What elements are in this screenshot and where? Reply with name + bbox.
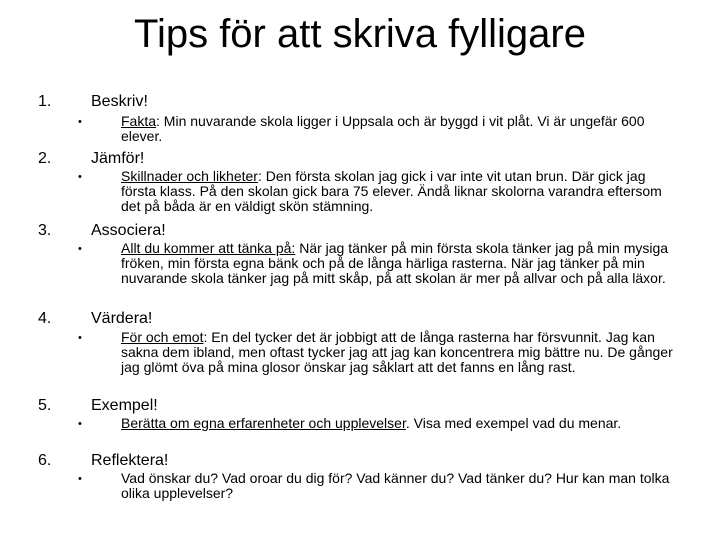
bullet-body: Vad önskar du? Vad oroar du dig för? Vad känner du? Vad tänker du? Hur kan man tolka olika upplevelser? <box>121 470 670 501</box>
bullet-icon: • <box>78 332 82 344</box>
underlined-keyword: Allt du kommer att tänka på: <box>121 240 296 256</box>
underlined-keyword: Berätta om egna erfarenheter och upplevelser <box>121 415 406 431</box>
section-heading: Värdera! <box>91 310 153 327</box>
bullet-icon: • <box>78 116 82 128</box>
bullet-text <box>121 241 681 286</box>
bullet-text <box>121 471 681 501</box>
bullet-body: . Visa med exempel vad du menar. <box>405 415 622 431</box>
slide-title: Tips för att skriva fylligare <box>134 12 586 56</box>
section-number: 2. <box>38 150 52 167</box>
bullet-text <box>121 169 681 214</box>
section-heading: Jämför! <box>91 150 145 167</box>
section-heading: Exempel! <box>91 397 158 414</box>
bullet-text <box>121 330 681 375</box>
bullet-icon: • <box>78 171 82 183</box>
section-number: 1. <box>38 93 52 110</box>
underlined-keyword: Skillnader och likheter <box>121 168 258 184</box>
section-number: 5. <box>38 397 52 414</box>
underlined-keyword: För och emot <box>121 329 204 345</box>
bullet-body: : En del tycker det är jobbigt att de långa rasterna har försvunnit. Jag kan sakna dem ibland, men oftast tycker jag att jag kan koncentrera mig bättre nu. De gånger jag glömt öva på mina glosor önskar jag såklart att det fanns en lång rast. <box>121 329 673 375</box>
section-number: 6. <box>38 452 52 469</box>
section-heading: Associera! <box>91 222 166 239</box>
bullet-icon: • <box>78 473 82 485</box>
section-heading: Reflektera! <box>91 452 169 469</box>
bullet-text <box>121 114 681 144</box>
bullet-text <box>121 416 681 431</box>
section-number: 4. <box>38 310 52 327</box>
bullet-icon: • <box>78 243 82 255</box>
bullet-icon: • <box>78 418 82 430</box>
section-heading: Beskriv! <box>91 93 148 110</box>
underlined-keyword: Fakta <box>121 113 157 129</box>
bullet-body: : Den första skolan jag gick i var inte vit utan brun. Där gick jag första klass. På den skolan gick bara 75 elever. Ändå liknar skolorna varandra eftersom det på båda är en väldigt skön stämning. <box>121 168 662 214</box>
section-number: 3. <box>38 222 52 239</box>
bullet-body: När jag tänker på min första skola tänker jag på min mysiga fröken, min första egna bänk och på de långa härliga rasterna. När jag tänker på min nuvarande skola tänker jag på mitt skåp, på att skolan är mer på allvar och på alla läxor. <box>121 240 669 286</box>
bullet-body: : Min nuvarande skola ligger i Uppsala och är byggd i vit plåt. Vi är ungefär 600 elever. <box>121 113 645 144</box>
